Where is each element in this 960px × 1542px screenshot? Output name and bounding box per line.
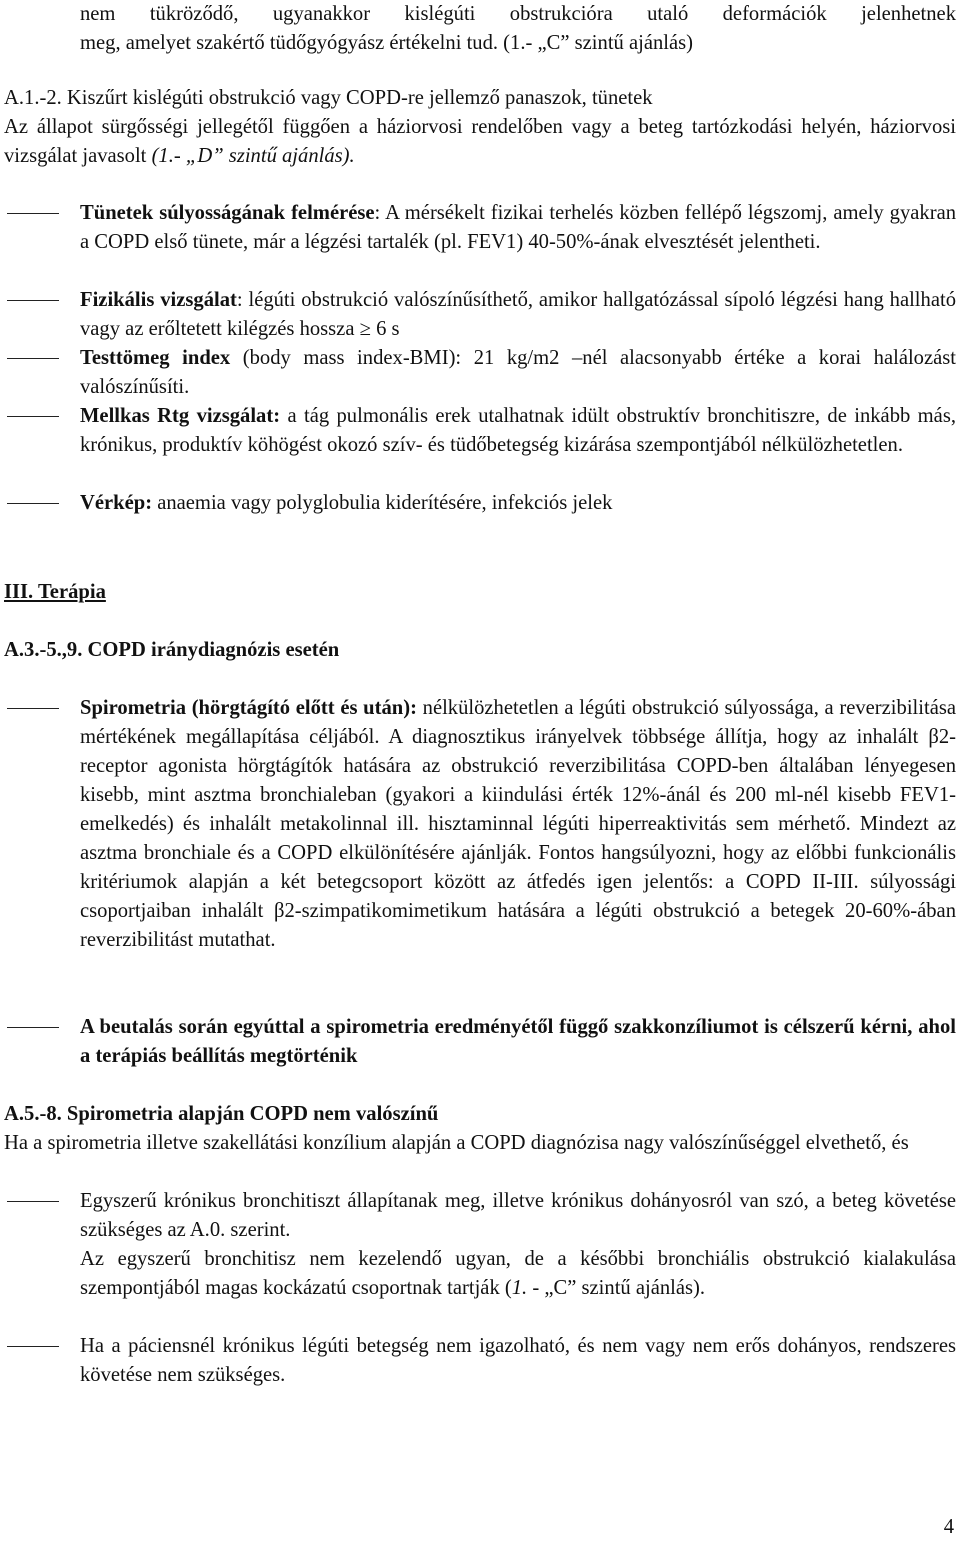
section-a12-intro-text: Az állapot sürgősségi jellegétől függően a háziorvosi rendelőben vagy a beteg tartózkodási helyén, háziorvosi vizsgálat javasolt	[4, 116, 956, 167]
continuation-line-2: meg, amelyet szakértő tüdőgyógyász értékelni tud. (1.- „C” szintű ajánlás)	[80, 32, 694, 54]
dash-bullet	[7, 708, 59, 709]
list-item-spirometry	[80, 694, 956, 955]
dash-bullet	[7, 300, 59, 301]
item-text: (body mass index-BMI): 21 kg/m2 –nél alacsonyabb értéke a korai halálozást valószínűsíti.	[80, 347, 956, 398]
item-text: Egyszerű krónikus bronchitiszt állapítanak meg, illetve krónikus dohányosról van szó, a beteg követése szükséges az A.0. szerint.	[80, 1190, 956, 1241]
item-title: Vérkép:	[80, 492, 153, 514]
continuation-paragraph	[80, 0, 956, 58]
section-a58-intro: Ha a spirometria illetve szakellátási konzílium alapján a COPD diagnózisa nagy valószínűséggel elvethető, és	[4, 1132, 909, 1154]
item-text: anaemia vagy polyglobulia kiderítésére, infekciós jelek	[152, 492, 613, 514]
item-title: Testtömeg index	[80, 347, 231, 369]
list-item-bmi	[80, 344, 956, 402]
section-a58-heading: A.5.-8. Spirometria alapján COPD nem valószínű	[4, 1103, 439, 1125]
item-text: Az egyszerű bronchitisz nem kezelendő ugyan, de a későbbi bronchiális obstrukció kialakulása szempontjából magas kockázatú csoportnak tartják (	[80, 1248, 956, 1299]
item-title: Fizikális vizsgálat	[80, 289, 237, 311]
item-title: Spirometria (hörgtágító előtt és után):	[80, 697, 417, 719]
therapy-heading-text: III. Terápia	[4, 581, 106, 603]
item-title: A beutalás során egyúttal a spirometria eredményétől függő szakkonzíliumot is célszerű kérni, ahol a terápiás beállítás megtörténik	[80, 1016, 956, 1067]
dash-bullet	[7, 503, 59, 504]
dash-bullet	[7, 1027, 59, 1028]
item-text: : A mérsékelt fizikai terhelés közben fellépő légszomj, amely gyakran a COPD első tünete, már a légzési tartalék (pl. FEV1) 40-50%-ának elvesztését jelentheti.	[80, 202, 956, 253]
section-a12-heading: A.1.-2. Kiszűrt kislégúti obstrukció vagy COPD-re jellemző panaszok, tünetek	[4, 87, 653, 109]
list-item-chronic-bronchitis-continued	[80, 1245, 956, 1303]
therapy-heading	[4, 578, 106, 607]
list-item-symptom-severity	[80, 199, 956, 257]
item-title: Tünetek súlyosságának felmérése	[80, 202, 375, 224]
dash-bullet	[7, 1346, 59, 1347]
list-item-physical-exam	[80, 286, 956, 344]
list-item-referral	[80, 1013, 956, 1071]
item-title: Mellkas Rtg vizsgálat:	[80, 405, 281, 427]
section-a359-heading: A.3.-5.,9. COPD iránydiagnózis esetén	[4, 639, 340, 661]
list-item-chest-xray	[80, 402, 956, 460]
dash-bullet	[7, 1201, 59, 1202]
item-text: : légúti obstrukció valószínűsíthető, amikor hallgatózással sípoló légzési hang hallható vagy az erőltetett kilégzés hossza ≥ 6 s	[80, 289, 956, 340]
list-item-blood-count	[80, 489, 956, 518]
section-a12-intro-ref: (1.- „D” szintű ajánlás).	[151, 145, 355, 167]
continuation-line-1: nem tükröződő, ugyanakkor kislégúti obstrukcióra utaló deformációk jelenhetnek	[80, 3, 956, 25]
item-text: Ha a páciensnél krónikus légúti betegség nem igazolható, és nem vagy nem erős dohányos, rendszeres követése nem szükséges.	[80, 1335, 956, 1386]
page-number: 4	[943, 1516, 954, 1538]
item-text-end: - „C” szintű ajánlás).	[527, 1277, 706, 1299]
section-a12-intro	[4, 113, 956, 171]
dash-bullet	[7, 358, 59, 359]
item-text: nélkülözhetetlen a légúti obstrukció súlyossága, a reverzibilitása mértékének megállapítása céljából. A diagnosztikus irányelvek többsége állítja, hogy az inhalált β2-receptor agonista hörgtágítók hatására az obstrukció reverzibilitása COPD-ben általában lényegesen kisebb, mint asztma bronchialeban (gyakori a kiindulási érték 12%-ánál és 200 ml-nél kisebb FEV1-emelkedés) és inhalált metakolinnal ill. hisztaminnal légúti hiperreaktivitás sem mérhető. Mindezt az asztma bronchiale és a COPD elkülönítésére ajánlják. Fontos hangsúlyozni, hogy az előbbi funkcionális kritériumok alapján a két betegcsoport között az átfedés igen jelentős: a COPD II-III. súlyossági csoportjaiban inhalált β2-szimpatikomimetikum hatására a légúti obstrukció a betegek 20-60%-ában reverzibilitást mutathat.	[80, 697, 956, 951]
item-text: a tág pulmonális erek utalhatnak idült obstruktív bronchitiszre, de inkább más, krónikus, produktív köhögést okozó szív- és tüdőbetegség kizárása szempontjából nélkülözhetetlen.	[80, 405, 956, 456]
list-item-no-chronic-disease	[80, 1332, 956, 1390]
dash-bullet	[7, 213, 59, 214]
item-ref: 1.	[511, 1277, 528, 1299]
dash-bullet	[7, 416, 59, 417]
list-item-chronic-bronchitis	[80, 1187, 956, 1245]
